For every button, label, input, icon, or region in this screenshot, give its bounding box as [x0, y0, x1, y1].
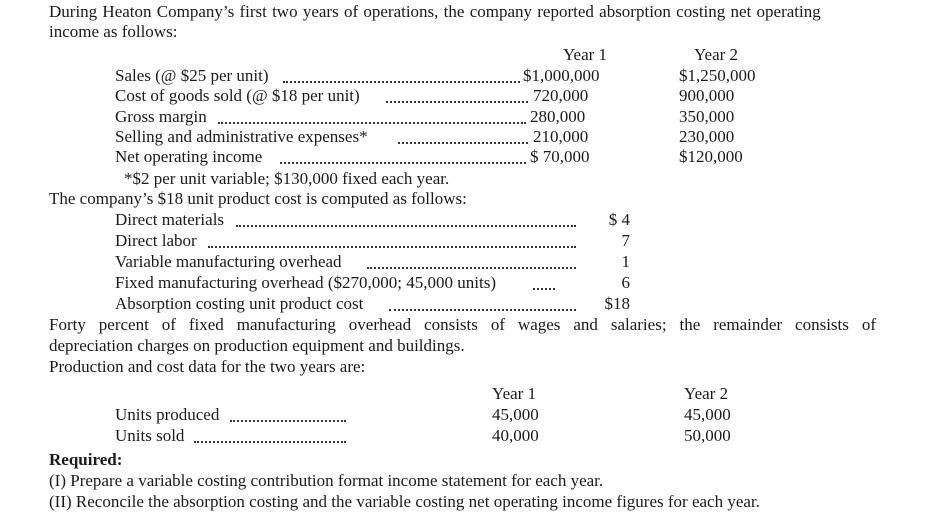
leader-dots	[389, 307, 576, 311]
unit-cost-value-variable-mfg-overhead: 1	[621, 252, 630, 271]
unit-cost-value-direct-labor: 7	[621, 231, 630, 250]
leader-dots	[230, 418, 346, 422]
leader-dots	[208, 244, 576, 248]
income-header-year-2: Year 2	[693, 45, 739, 64]
production-y2-units-produced: 45,000	[684, 405, 731, 424]
income-row-label-selling-admin: Selling and administrative expenses*	[115, 127, 368, 146]
production-label-units-produced: Units produced	[115, 405, 220, 424]
income-header-year-1: Year 1	[562, 45, 608, 64]
income-row-y2-cogs: 900,000	[679, 86, 735, 105]
unit-cost-label-absorption-unit-cost: Absorption costing unit product cost	[115, 294, 364, 313]
leader-dots	[367, 265, 576, 269]
production-y1-units-sold: 40,000	[492, 426, 539, 445]
income-row-y1-sales: $1,000,000	[523, 66, 600, 85]
income-row-y1-selling-admin: 210,000	[533, 127, 589, 146]
income-footnote: *$2 per unit variable; $130,000 fixed each year.	[124, 169, 450, 188]
unit-cost-value-direct-materials: $ 4	[608, 210, 630, 229]
income-row-label-gross-margin: Gross margin	[115, 107, 207, 126]
production-label-units-sold: Units sold	[115, 426, 185, 445]
leader-dots	[194, 439, 346, 443]
leader-dots	[533, 286, 555, 290]
leader-dots	[283, 79, 520, 83]
leader-dots	[398, 140, 528, 144]
unit-cost-label-fixed-mfg-overhead: Fixed manufacturing overhead ($270,000; 45,000 units)	[115, 273, 497, 292]
paragraph-line-2: depreciation charges on production equipment and buildings.	[49, 336, 465, 355]
unit-cost-label-variable-mfg-overhead: Variable manufacturing overhead	[115, 252, 342, 271]
income-row-y2-net-operating-income: $120,000	[679, 147, 743, 166]
unit-cost-label-direct-labor: Direct labor	[115, 231, 197, 250]
leader-dots	[218, 120, 526, 124]
income-row-y2-gross-margin: 350,000	[679, 107, 735, 126]
income-row-y1-cogs: 720,000	[533, 86, 589, 105]
unit-cost-intro: The company’s $18 unit product cost is computed as follows:	[49, 189, 467, 208]
income-row-y1-gross-margin: 280,000	[530, 107, 586, 126]
unit-cost-value-absorption-unit-cost: $18	[604, 294, 630, 313]
unit-cost-value-fixed-mfg-overhead: 6	[621, 273, 630, 292]
required-item-2: (II) Reconcile the absorption costing and the variable costing net operating income figures for each year.	[49, 492, 760, 511]
income-row-label-net-operating-income: Net operating income	[115, 147, 263, 166]
intro-line-1: During Heaton Company’s first two years of operations, the company reported absorption costing net operating	[49, 2, 821, 21]
income-row-label-sales: Sales (@ $25 per unit)	[115, 66, 269, 85]
required-item-1: (I) Prepare a variable costing contribution format income statement for each year.	[49, 471, 604, 490]
production-header-year-1: Year 1	[492, 384, 537, 403]
income-row-label-cogs: Cost of goods sold (@ $18 per unit)	[115, 86, 360, 105]
income-row-y1-net-operating-income: $ 70,000	[530, 147, 590, 166]
income-row-y2-selling-admin: 230,000	[679, 127, 735, 146]
production-y1-units-produced: 45,000	[492, 405, 539, 424]
production-y2-units-sold: 50,000	[684, 426, 731, 445]
required-heading: Required:	[49, 450, 123, 469]
production-header-year-2: Year 2	[684, 384, 729, 403]
leader-dots	[386, 99, 528, 103]
leader-dots	[280, 160, 526, 164]
unit-cost-label-direct-materials: Direct materials	[115, 210, 225, 229]
paragraph-line-1: Forty percent of fixed manufacturing overhead consists of wages and salaries; the remainder consists of	[49, 315, 876, 334]
paragraph-line-3: Production and cost data for the two years are:	[49, 357, 366, 376]
intro-line-2: income as follows:	[49, 22, 178, 41]
leader-dots	[236, 223, 576, 227]
income-row-y2-sales: $1,250,000	[679, 66, 756, 85]
